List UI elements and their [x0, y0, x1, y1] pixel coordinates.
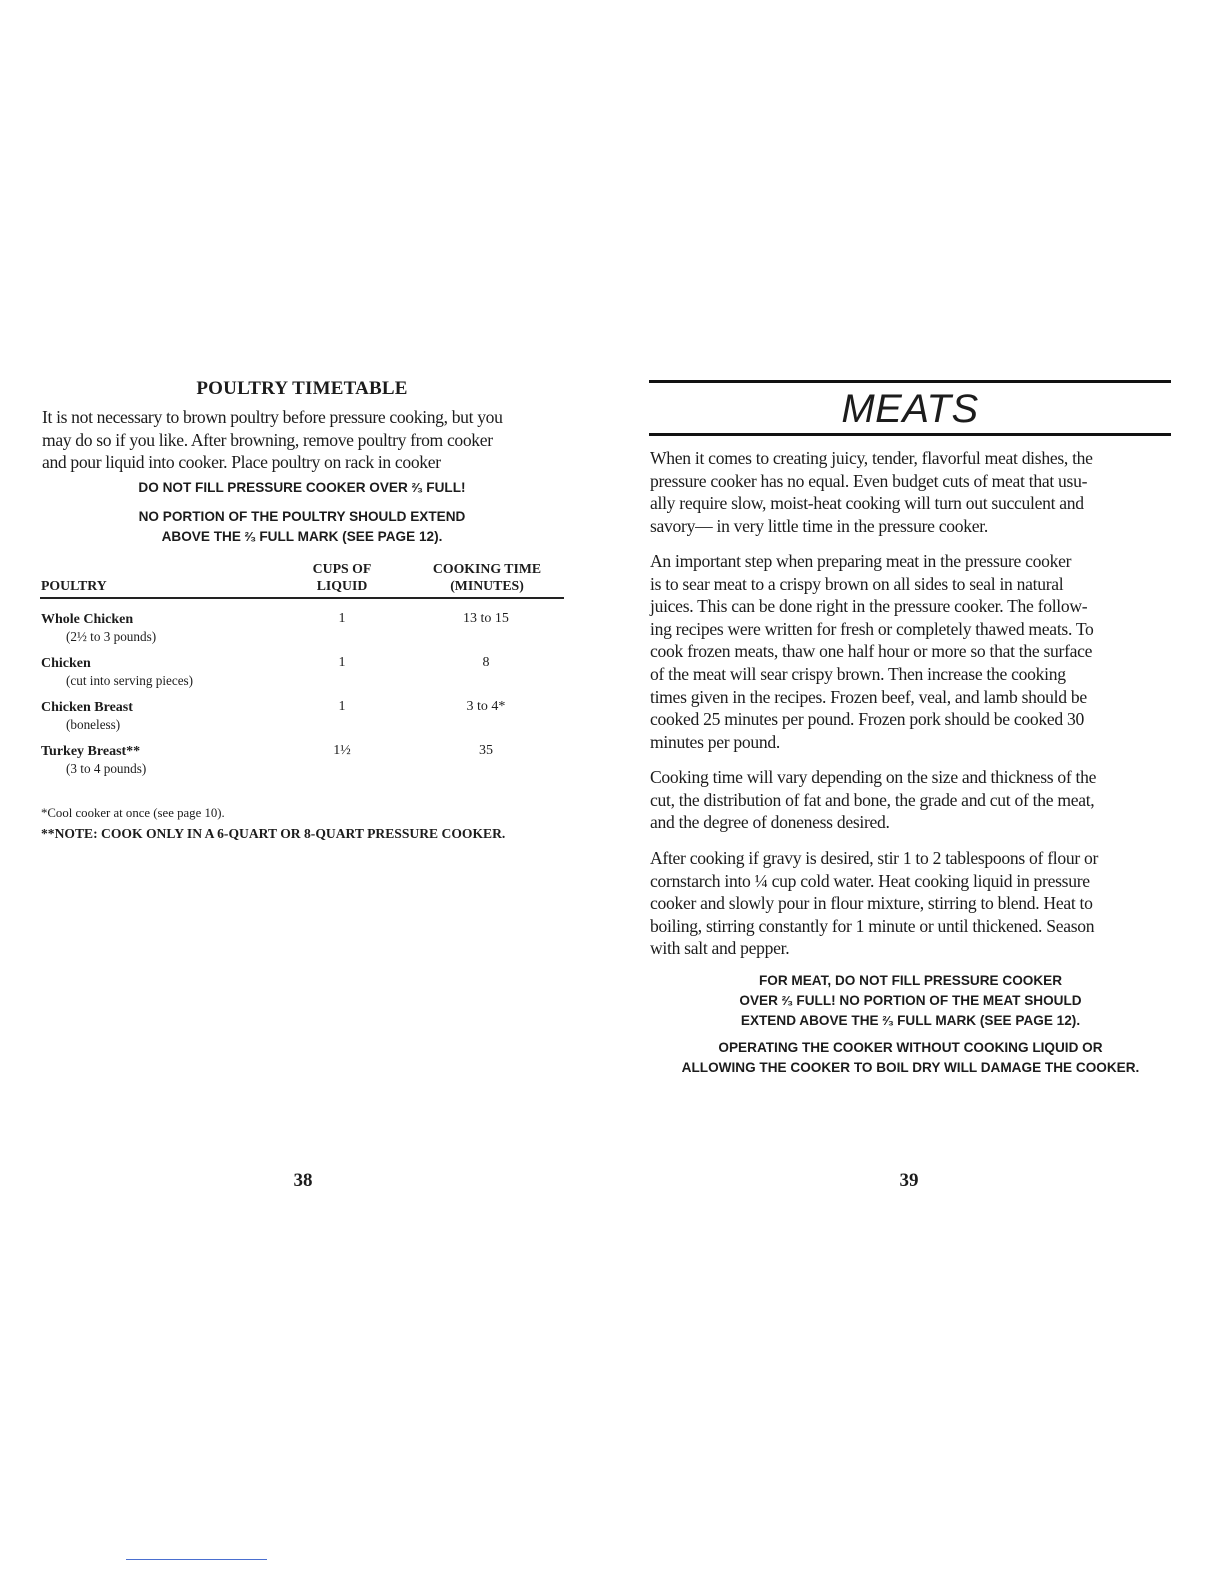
two-thirds-fraction: ²⁄₃: [882, 1013, 894, 1028]
row-sub: (cut into serving pieces): [66, 673, 194, 688]
boil-dry-warning: [649, 1038, 1172, 1078]
para-line: savory— in very little time in the pressure cooker.: [650, 515, 988, 536]
para-line: When it comes to creating juicy, tender, flavorful meat dishes, the: [650, 448, 1093, 468]
fill-warning: [40, 478, 564, 498]
meats-paragraph: [650, 847, 1173, 960]
scan-artifact-line: [126, 1559, 267, 1560]
para-line: cooked 25 minutes per pound. Frozen pork should be cooked 30: [650, 709, 1084, 730]
title-rule-top: [649, 380, 1171, 383]
row-time: 8: [482, 655, 490, 670]
warning-text: FULL MARK (SEE PAGE 12).: [893, 1013, 1081, 1028]
intro-line: may do so if you like. After browning, remove poultry from cooker: [42, 429, 493, 450]
para-line: pressure cooker has no equal. Even budget cuts of meat that usu-: [650, 470, 1088, 491]
para-line: An important step when preparing meat in the pressure cooker: [650, 551, 1072, 571]
row-time: 13 to 15: [463, 611, 509, 626]
meats-paragraph: [650, 766, 1173, 834]
row-cups: 1: [338, 655, 346, 670]
warning-text: ABOVE THE: [161, 528, 245, 544]
two-thirds-fraction: ²⁄₃: [781, 993, 793, 1008]
col-header-text: (MINUTES): [450, 578, 524, 593]
col-header-time: [417, 560, 557, 594]
col-header-poultry: POULTRY: [41, 578, 107, 593]
row-name: Chicken: [41, 656, 91, 671]
meats-paragraph: [650, 550, 1173, 753]
poultry-intro: [42, 406, 566, 474]
extend-warning: [40, 507, 564, 546]
warning-text: OVER: [739, 993, 782, 1008]
para-line: juices. This can be done right in the pressure cooker. The follow-: [650, 596, 1088, 617]
table-header-rule: [40, 597, 564, 599]
row-time: 35: [479, 743, 493, 758]
para-line: cornstarch into ¼ cup cold water. Heat cooking liquid in pressure: [650, 870, 1090, 891]
para-line: cut, the distribution of fat and bone, the grade and cut of the meat,: [650, 789, 1095, 810]
intro-line: and pour liquid into cooker. Place poultry on rack in cooker: [42, 452, 441, 472]
footnote-note: **NOTE: COOK ONLY IN A 6-QUART OR 8-QUART PRESSURE COOKER.: [41, 826, 506, 841]
row-cups: 1½: [333, 743, 351, 758]
warning-text: FULL! NO PORTION OF THE MEAT SHOULD: [792, 993, 1082, 1008]
row-cups: 1: [338, 611, 346, 626]
intro-line: It is not necessary to brown poultry before pressure cooking, but you: [42, 407, 503, 427]
para-line: with salt and pepper.: [650, 938, 790, 959]
para-line: After cooking if gravy is desired, stir 1 to 2 tablespoons of flour or: [650, 848, 1099, 868]
row-sub: (3 to 4 pounds): [66, 761, 147, 776]
warning-text: FULL!: [422, 480, 466, 495]
warning-text: DO NOT FILL PRESSURE COOKER OVER: [138, 480, 412, 495]
para-line: boiling, stirring constantly for 1 minute or until thickened. Season: [650, 915, 1095, 936]
row-sub: (2½ to 3 pounds): [66, 629, 157, 644]
col-header-text: CUPS OF: [312, 561, 372, 576]
warning-text: FULL MARK (SEE PAGE 12).: [255, 528, 443, 544]
col-header-text: LIQUID: [316, 578, 368, 593]
row-name: Turkey Breast**: [41, 744, 141, 759]
page-number: 38: [293, 1170, 313, 1191]
row-name: Chicken Breast: [41, 700, 133, 715]
para-line: ing recipes were written for fresh or completely thawed meats. To: [650, 618, 1094, 639]
para-line: Cooking time will vary depending on the size and thickness of the: [650, 767, 1097, 787]
para-line: and the degree of doneness desired.: [650, 812, 890, 833]
poultry-timetable-title: POULTRY TIMETABLE: [196, 378, 408, 399]
warning-text: FOR MEAT, DO NOT FILL PRESSURE COOKER: [758, 973, 1063, 988]
warning-text: EXTEND ABOVE THE: [740, 1013, 883, 1028]
two-thirds-fraction: ²⁄₃: [411, 480, 423, 495]
para-line: ally require slow, moist-heat cooking will turn out succulent and: [650, 493, 1084, 514]
meats-title: MEATS: [841, 387, 979, 431]
para-line: cook frozen meats, thaw one half hour or more so that the surface: [650, 641, 1093, 662]
col-header-text: COOKING TIME: [432, 561, 542, 576]
row-time: 3 to 4*: [466, 699, 506, 714]
row-cups: 1: [338, 699, 346, 714]
para-line: times given in the recipes. Frozen beef, veal, and lamb should be: [650, 686, 1087, 707]
row-sub: (boneless): [66, 717, 121, 732]
col-header-cups: [292, 560, 392, 594]
para-line: of the meat will sear crispy brown. Then increase the cooking: [650, 663, 1066, 684]
para-line: cooker and slowly pour in flour mixture, stirring to blend. Heat to: [650, 893, 1093, 914]
warning-text: ALLOWING THE COOKER TO BOIL DRY WILL DAMAGE THE COOKER.: [681, 1060, 1140, 1075]
footnote-cool: *Cool cooker at once (see page 10).: [41, 806, 225, 820]
meats-paragraph: [650, 447, 1173, 537]
meat-fill-warning: [649, 971, 1172, 1031]
title-rule-bottom: [649, 433, 1171, 436]
two-thirds-fraction: ²⁄₃: [244, 528, 256, 544]
warning-text: NO PORTION OF THE POULTRY SHOULD EXTEND: [138, 509, 466, 524]
para-line: is to sear meat to a crispy brown on all sides to seal in natural: [650, 573, 1064, 594]
row-name: Whole Chicken: [41, 612, 134, 627]
warning-text: OPERATING THE COOKER WITHOUT COOKING LIQUID OR: [718, 1040, 1103, 1055]
page-number: 39: [899, 1170, 919, 1191]
para-line: minutes per pound.: [650, 731, 780, 752]
